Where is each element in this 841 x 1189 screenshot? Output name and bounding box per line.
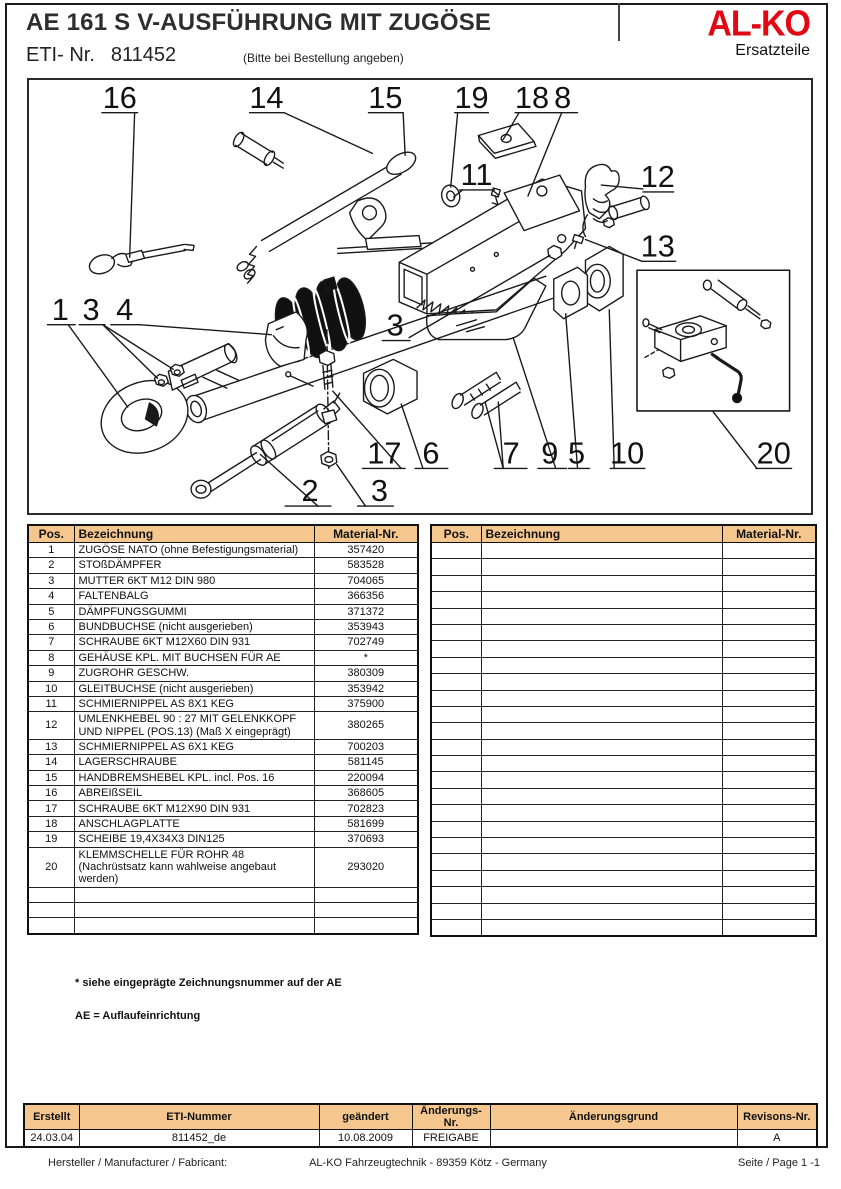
cell-bezeichnung (481, 706, 722, 722)
cell-bezeichnung: GEHÄUSE KPL. MIT BUCHSEN FÜR AE (74, 650, 314, 665)
callout-3: 3 (82, 291, 100, 327)
table-row (28, 755, 418, 770)
cell-pos: 13 (28, 739, 74, 754)
callout-11: 11 (460, 157, 493, 193)
table-row (28, 589, 418, 604)
table-row (28, 786, 418, 801)
cell-pos (431, 657, 481, 673)
table-row (28, 604, 418, 619)
revision-col-header: Revisons-Nr. (737, 1104, 817, 1130)
callout-1: 1 (51, 291, 69, 327)
cell-material: 581699 (314, 816, 418, 831)
cell-material (314, 902, 418, 917)
cell-material: 583528 (314, 558, 418, 573)
cell-bezeichnung: BUNDBUCHSE (nicht ausgerieben) (74, 619, 314, 634)
cell-material: 375900 (314, 696, 418, 711)
cell-material (722, 772, 816, 788)
cell-bezeichnung (74, 918, 314, 934)
table-row (28, 696, 418, 711)
revision-col-header: Änderungsgrund (490, 1104, 737, 1130)
cell-pos (431, 756, 481, 772)
cell-material (722, 739, 816, 755)
cell-bezeichnung: SCHRAUBE 6KT M12X90 DIN 931 (74, 801, 314, 816)
cell-material (722, 723, 816, 739)
col-header-material: Material-Nr. (314, 525, 418, 543)
cell-pos: 10 (28, 681, 74, 696)
order-note: (Bitte bei Bestellung angeben) (243, 51, 404, 65)
callout-16: 16 (102, 80, 137, 115)
table-row (431, 657, 816, 673)
cell-pos (431, 706, 481, 722)
cell-pos (431, 887, 481, 903)
table-row (28, 681, 418, 696)
table-row (431, 690, 816, 706)
table-row (28, 918, 418, 934)
cell-bezeichnung: STOßDÄMPFER (74, 558, 314, 573)
callout-3: 3 (386, 307, 404, 343)
cell-bezeichnung (481, 772, 722, 788)
collar-bushing-drawing (364, 359, 418, 413)
cell-material (722, 821, 816, 837)
cell-material: 371372 (314, 604, 418, 619)
revision-cell: FREIGABE (412, 1130, 490, 1148)
cell-material: 380265 (314, 712, 418, 740)
cell-material (722, 788, 816, 804)
parts-table-grid (27, 524, 419, 935)
cell-bezeichnung (481, 624, 722, 640)
cell-pos: 1 (28, 543, 74, 558)
revision-cell: 811452_de (79, 1130, 319, 1148)
cell-bezeichnung (481, 559, 722, 575)
table-row (431, 559, 816, 575)
cell-pos: 12 (28, 712, 74, 740)
cell-pos (431, 805, 481, 821)
cell-bezeichnung: SCHEIBE 19,4X34X3 DIN125 (74, 832, 314, 847)
revision-col-header: ETI-Nummer (79, 1104, 319, 1130)
cell-material: 353943 (314, 619, 418, 634)
cell-material (722, 641, 816, 657)
table-row (431, 543, 816, 559)
cell-pos: 8 (28, 650, 74, 665)
revision-data-row (24, 1130, 817, 1148)
table-row (431, 838, 816, 854)
cell-pos (431, 608, 481, 624)
revision-col-header: Änderungs-Nr. (412, 1104, 490, 1130)
table-row (431, 821, 816, 837)
cell-bezeichnung (74, 902, 314, 917)
cell-material (722, 903, 816, 919)
cell-material (722, 624, 816, 640)
cell-bezeichnung (481, 592, 722, 608)
cell-bezeichnung (481, 788, 722, 804)
revision-header-row (24, 1104, 817, 1130)
table-row (431, 756, 816, 772)
cell-material (722, 756, 816, 772)
revision-col-header: geändert (319, 1104, 412, 1130)
cell-pos: 3 (28, 573, 74, 588)
cell-material: 380309 (314, 666, 418, 681)
callout-7: 7 (502, 435, 520, 471)
cell-bezeichnung: GLEITBUCHSE (nicht ausgerieben) (74, 681, 314, 696)
cell-bezeichnung (481, 854, 722, 870)
revision-cell: 24.03.04 (24, 1130, 79, 1148)
callout-4: 4 (116, 291, 134, 327)
callout-13: 13 (640, 228, 675, 264)
table-row (431, 706, 816, 722)
cell-bezeichnung (481, 723, 722, 739)
table-row (28, 543, 418, 558)
table-row (28, 739, 418, 754)
cell-material: 700203 (314, 739, 418, 754)
eti-label: ETI- Nr. (26, 44, 95, 66)
table-row (431, 903, 816, 919)
callout-5: 5 (568, 435, 586, 471)
table-row (431, 805, 816, 821)
cell-material: 702823 (314, 801, 418, 816)
table-row (431, 674, 816, 690)
col-header-bezeichnung: Bezeichnung (74, 525, 314, 543)
cell-material: 366356 (314, 589, 418, 604)
cell-material (722, 575, 816, 591)
cell-bezeichnung (481, 690, 722, 706)
cell-bezeichnung (481, 887, 722, 903)
cell-bezeichnung (481, 575, 722, 591)
cell-pos (431, 854, 481, 870)
footnote-ae: AE = Auflaufeinrichtung (75, 1010, 201, 1022)
cell-bezeichnung (481, 870, 722, 886)
cell-material (722, 887, 816, 903)
table-row (431, 608, 816, 624)
callout-6: 6 (422, 435, 440, 471)
tow-eye-drawing (90, 342, 239, 465)
cell-pos: 20 (28, 847, 74, 887)
table-row (431, 624, 816, 640)
cell-material (314, 918, 418, 934)
cell-pos (28, 887, 74, 902)
cell-material: 368605 (314, 786, 418, 801)
cell-pos: 4 (28, 589, 74, 604)
cell-bezeichnung: SCHRAUBE 6KT M12X60 DIN 931 (74, 635, 314, 650)
table-row (431, 887, 816, 903)
callout-18: 18 (514, 80, 550, 115)
cell-pos (431, 592, 481, 608)
cell-bezeichnung (481, 821, 722, 837)
cell-bezeichnung (481, 657, 722, 673)
cell-pos (431, 739, 481, 755)
cell-material (722, 559, 816, 575)
table-row (28, 650, 418, 665)
col-header-material: Material-Nr. (722, 525, 816, 543)
callout-12: 12 (640, 159, 675, 195)
table-row (28, 816, 418, 831)
callout-2: 2 (301, 473, 319, 509)
eti-number-line (26, 44, 176, 67)
col-header-pos: Pos. (431, 525, 481, 543)
table-row (431, 575, 816, 591)
table-row (431, 739, 816, 755)
cell-pos: 11 (28, 696, 74, 711)
table-row (28, 770, 418, 785)
revision-cell: 10.08.2009 (319, 1130, 412, 1148)
table-row (431, 919, 816, 936)
cell-bezeichnung (481, 739, 722, 755)
cell-pos (431, 772, 481, 788)
alko-logo: AL-KO (707, 3, 810, 44)
ripcord-drawing (87, 244, 194, 277)
table-row (28, 832, 418, 847)
cell-pos: 16 (28, 786, 74, 801)
cell-bezeichnung: UMLENKHEBEL 90 : 27 MIT GELENKKOPF UND NIPPEL (POS.13) (Maß X eingeprägt) (74, 712, 314, 740)
cell-pos: 5 (28, 604, 74, 619)
footnote-asterisk: * siehe eingeprägte Zeichnungsnummer auf der AE (75, 977, 342, 989)
parts-table-header-row (28, 525, 418, 543)
callout-10: 10 (610, 435, 645, 471)
callout-8: 8 (554, 80, 572, 115)
revision-table-grid (23, 1103, 818, 1148)
cell-material (314, 887, 418, 902)
cell-material (722, 608, 816, 624)
cell-pos (431, 674, 481, 690)
revision-cell: A (737, 1130, 817, 1148)
cell-pos: 9 (28, 666, 74, 681)
cell-material (722, 543, 816, 559)
cell-pos (431, 723, 481, 739)
cell-bezeichnung: SCHMIERNIPPEL AS 8X1 KEG (74, 696, 314, 711)
col-header-bezeichnung: Bezeichnung (481, 525, 722, 543)
page-number: Seite / Page 1 -1 (738, 1157, 820, 1169)
cell-pos: 19 (28, 832, 74, 847)
eti-number: 811452 (110, 44, 177, 66)
cell-bezeichnung: ANSCHLAGPLATTE (74, 816, 314, 831)
cell-bezeichnung (481, 543, 722, 559)
cell-pos: 6 (28, 619, 74, 634)
revision-table (23, 1103, 818, 1148)
callout-15: 15 (368, 80, 403, 115)
cell-pos (431, 838, 481, 854)
cell-pos (431, 559, 481, 575)
cell-material: 370693 (314, 832, 418, 847)
cell-pos: 17 (28, 801, 74, 816)
cell-material: 220094 (314, 770, 418, 785)
cell-pos (431, 624, 481, 640)
cell-pos (28, 918, 74, 934)
cell-material (722, 706, 816, 722)
stop-plate-drawing (478, 124, 535, 159)
table-row (431, 788, 816, 804)
logo-subtitle: Ersatzteile (735, 42, 810, 59)
cell-bezeichnung (481, 903, 722, 919)
cell-bezeichnung: HANDBREMSHEBEL KPL. incl. Pos. 16 (74, 770, 314, 785)
cell-pos (28, 902, 74, 917)
exploded-diagram-svg (29, 80, 811, 513)
blank-parts-table (430, 524, 817, 937)
cell-pos: 15 (28, 770, 74, 785)
table-row (28, 666, 418, 681)
cell-material (722, 919, 816, 936)
cell-pos (431, 575, 481, 591)
cell-bezeichnung (481, 641, 722, 657)
cell-bezeichnung (481, 756, 722, 772)
callout-3: 3 (370, 473, 388, 509)
exploded-diagram (27, 78, 813, 515)
cell-pos (431, 690, 481, 706)
cell-pos: 18 (28, 816, 74, 831)
cell-pos (431, 919, 481, 936)
brand-block (620, 3, 810, 60)
cell-bezeichnung (481, 838, 722, 854)
housing-drawing (399, 175, 585, 339)
cell-material (722, 870, 816, 886)
callout-9: 9 (541, 435, 559, 471)
bearing-screw-drawing (231, 131, 283, 169)
revision-cell (490, 1130, 737, 1148)
damper-flange-drawing (554, 267, 588, 319)
cell-bezeichnung: ABREIßSEIL (74, 786, 314, 801)
blank-table-header-row (431, 525, 816, 543)
cell-material (722, 674, 816, 690)
table-row (28, 573, 418, 588)
cell-material: 293020 (314, 847, 418, 887)
cell-pos (431, 870, 481, 886)
cell-bezeichnung (481, 608, 722, 624)
cell-pos: 14 (28, 755, 74, 770)
sliding-bushing-drawing (584, 246, 623, 310)
table-row (28, 558, 418, 573)
cell-pos (431, 543, 481, 559)
cell-bezeichnung: DÄMPFUNGSGUMMI (74, 604, 314, 619)
table-row (28, 902, 418, 917)
cell-bezeichnung: MUTTER 6KT M12 DIN 980 (74, 573, 314, 588)
table-row (28, 619, 418, 634)
screws-drawing (450, 372, 520, 420)
cell-bezeichnung: ZUGROHR GESCHW. (74, 666, 314, 681)
table-row (28, 712, 418, 740)
table-row (431, 772, 816, 788)
table-row (431, 641, 816, 657)
cell-bezeichnung (481, 674, 722, 690)
cell-material: 704065 (314, 573, 418, 588)
clamp-detail-inset (637, 270, 790, 411)
cell-material (722, 592, 816, 608)
cell-pos: 2 (28, 558, 74, 573)
parts-table (27, 524, 419, 935)
cell-material: 702749 (314, 635, 418, 650)
cell-bezeichnung: ZUGÖSE NATO (ohne Befestigungsmaterial) (74, 543, 314, 558)
cell-pos (431, 641, 481, 657)
bellows-drawing (265, 275, 370, 366)
cell-material (722, 838, 816, 854)
cell-bezeichnung: KLEMMSCHELLE FÜR ROHR 48 (Nachrüstsatz kann wahlweise angebaut werden) (74, 847, 314, 887)
table-row (28, 801, 418, 816)
cell-bezeichnung: SCHMIERNIPPEL AS 6X1 KEG (74, 739, 314, 754)
callout-20: 20 (756, 435, 791, 471)
cell-pos (431, 821, 481, 837)
revision-col-header: Erstellt (24, 1104, 79, 1130)
cell-bezeichnung (481, 805, 722, 821)
table-row (431, 723, 816, 739)
cell-bezeichnung: LAGERSCHRAUBE (74, 755, 314, 770)
cell-pos (431, 788, 481, 804)
manufacturer-label: Hersteller / Manufacturer / Fabricant: (48, 1157, 228, 1169)
col-header-pos: Pos. (28, 525, 74, 543)
cell-bezeichnung: FALTENBALG (74, 589, 314, 604)
cell-material (722, 657, 816, 673)
cell-material (722, 854, 816, 870)
blank-parts-table-grid (430, 524, 817, 937)
cell-material (722, 690, 816, 706)
table-row (431, 592, 816, 608)
table-row (431, 854, 816, 870)
cell-bezeichnung (481, 919, 722, 936)
cell-pos: 7 (28, 635, 74, 650)
cell-material (722, 805, 816, 821)
page-title: AE 161 S V-AUSFÜHRUNG MIT ZUGÖSE (26, 9, 492, 36)
cell-bezeichnung (74, 887, 314, 902)
cell-material: 353942 (314, 681, 418, 696)
table-row (28, 847, 418, 887)
callout-19: 19 (454, 80, 489, 115)
table-row (28, 635, 418, 650)
callout-17: 17 (367, 435, 402, 471)
cell-pos (431, 903, 481, 919)
cell-material: 581145 (314, 755, 418, 770)
callout-14: 14 (249, 80, 284, 115)
table-row (431, 870, 816, 886)
cell-material: * (314, 650, 418, 665)
table-row (28, 887, 418, 902)
manufacturer-name: AL-KO Fahrzeugtechnik - 89359 Kötz - Germany (309, 1157, 547, 1169)
grease-nipple-13-drawing (573, 235, 584, 249)
cell-material: 357420 (314, 543, 418, 558)
